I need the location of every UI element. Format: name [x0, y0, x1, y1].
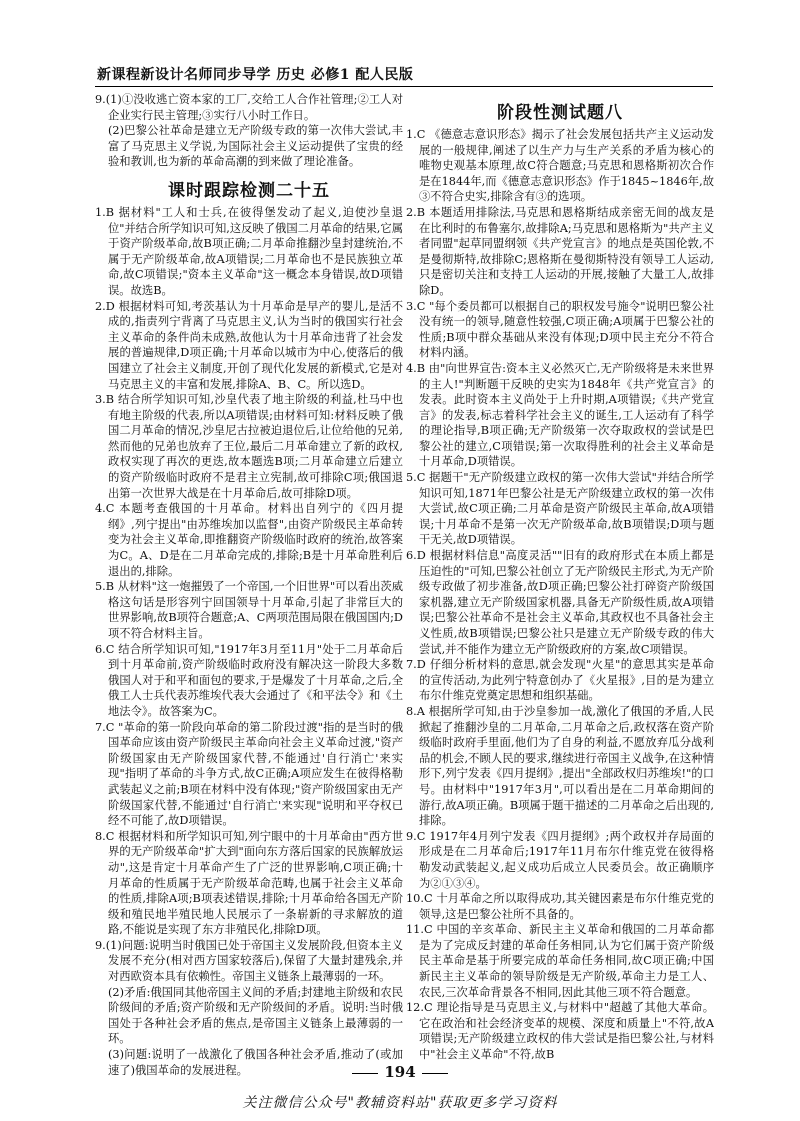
- header-title: 新课程新设计名师同步导学 历史 必修1 配人民版: [97, 67, 414, 83]
- answer-item: 9.(1)问题:说明当时俄国已处于帝国主义发展阶段,但资本主义发展不充分(相对西方国家较落后),保留了大量封建残余,并对西欧资本具有依赖性。帝国主义链条上最薄弱的一环。: [95, 938, 403, 984]
- left-column: [95, 92, 403, 1117]
- page-number-dash-right: [422, 1073, 448, 1074]
- answer-item: 1.C 《德意志意识形态》揭示了社会发展包括共产主义运动发展的一般规律,阐述了以生产力与生产关系的矛盾为核心的唯物史观基本原理,故C符合题意;马克思和恩格斯初次合作是在1844年,而《德意志意识形态》作于1845~1846年,故③不符合史实,排除含有③的选项。: [406, 128, 714, 204]
- answer-item: 5.B 从材料"这一炮摧毁了一个帝国,一个旧世界"可以看出茨威格这句话是形容列宁回国领导十月革命,引起了非常巨大的世界影响,故B项符合题意;A、C两项范围局限在俄国国内;D项不符合材料主旨。: [95, 580, 403, 640]
- answer-item: 1.B 据材料"工人和士兵,在彼得堡发动了起义,迫使沙皇退位"并结合所学知识可知,这反映了俄国二月革命的结果,它属于资产阶级革命,故B项正确;二月革命推翻沙皇封建统治,不属于无产阶级革命,故A项错误;二月革命也不是民族独立革命,故C项错误;"资本主义革命"这一概念本身错误,故D项错误。故选B。: [95, 205, 403, 297]
- answer-item: (3)问题:说明了一战激化了俄国各种社会矛盾,推动了(或加速了)俄国革命的发展进程。: [108, 1048, 403, 1077]
- answer-item: 5.C 据题干"无产阶级建立政权的第一次伟大尝试"并结合所学知识可知,1871年巴黎公社是无产阶级建立政权的第一次伟大尝试,故C项正确;二月革命是资产阶级民主革命,故A项错误;十月革命不是第一次无产阶级革命,故B项错误;D项与题干无关,故D项错误。: [406, 471, 714, 547]
- answer-item: 4.C 本题考查俄国的十月革命。材料出自列宁的《四月提纲》,列宁提出"由苏维埃加以监督",由资产阶级民主革命转变为社会主义革命,即推翻资产阶级临时政府的统治,故答案为C。A、D是在二月革命完成的,排除;B是十月革命胜利后退出的,排除。: [95, 502, 403, 578]
- answer-item: 9.(1)①没收逃亡资本家的工厂,交给工人合作社管理;②工人对企业实行民主管理;③实行八小时工作日。: [95, 93, 403, 122]
- header-divider: [95, 86, 713, 87]
- left-section-title: 课时跟踪检测二十五: [168, 180, 330, 201]
- answer-item: 3.C "每个委员都可以根据自己的职权发号施令"说明巴黎公社没有统一的领导,随意性较强,C项正确;A项属于巴黎公社的性质;B项中群众基础从来没有体现;D项中民主充分不符合材料内涵。: [406, 299, 714, 360]
- page-number-row: [0, 1063, 800, 1081]
- answer-item: 12.C 理论指导是马克思主义,与材料中"超越了其他大革命。它在政治和社会经济变革的规模、深度和质量上"不符,故A项错误;无产阶级建立政权的伟大尝试是指巴黎公社,与材料中"社会主义革命"不符,故B: [406, 1001, 714, 1062]
- answer-item: 3.B 结合所学知识可知,沙皇代表了地主阶级的利益,杜马中也有地主阶级的代表,所以A项错误;由材料可知:材料反映了俄国二月革命的情况,沙皇尼古拉被迫退位后,让位给他的兄弟,然而他的兄弟也放弃了王位,最后二月革命建立了新的政权,政权实现了再次的更迭,故本题选B项;二月革命建立后建立的资产阶级临时政府不是君主立宪制,故可排除C项;俄国退出第一次世界大战是在十月革命后,故可排除D项。: [95, 393, 403, 500]
- answer-item: 11.C 中国的辛亥革命、新民主主义革命和俄国的二月革命都是为了完成反封建的革命任务相同,认为它们属于资产阶级民主革命是基于所要完成的革命任务相同,故C项正确;中国新民主主义革命的领导阶级是无产阶级,革命主力是工人、农民,三次革命背景各不相同,因此其他三项不符合题意。: [406, 923, 714, 999]
- left-answers: [95, 205, 403, 1078]
- answer-item: 7.C "革命的第一阶段向革命的第二阶段过渡"指的是当时的俄国革命应该由资产阶级民主革命向社会主义革命过渡,"资产阶级国家由无产阶级国家代替,不能通过'自行消亡'来实现"指明了革命的斗争方式,故C正确;A项应发生在彼得格勒武装起义之前;B项在材料中没有体现;"资产阶级国家由无产阶级国家代替,不能通过'自行消亡'来实现"说明和平夺权已经不可能了,故D项错误。: [95, 720, 403, 828]
- answer-item: 4.B 由"向世界宣告:资本主义必然灭亡,无产阶级将是未来世界的主人!"判断题干反映的史实为1848年《共产党宣言》的发表。此时资本主义尚处于上升时期,A项错误;《共产党宣言》的发表,标志着科学社会主义的诞生,工人运动有了科学的理论指导,B项正确;无产阶级第一次夺取政权的尝试是巴黎公社的建立,C项错误;第一次取得胜利的社会主义革命是十月革命,D项错误。: [406, 361, 714, 469]
- left-top-answers: [95, 92, 403, 170]
- page-number-dash-left: [352, 1073, 378, 1074]
- answer-item: 10.C 十月革命之所以取得成功,其关键因素是布尔什维克党的领导,这是巴黎公社所不具备的。: [406, 892, 714, 921]
- right-answers: [406, 127, 714, 1063]
- answer-item: 8.C 根据材料和所学知识可知,列宁眼中的十月革命由"西方世界的无产阶级革命"扩大到"面向东方落后国家的民族解放运动",这是肯定十月革命产生了广泛的世界影响,C项正确;十月革命的性质属于无产阶级革命范畴,也属于社会主义革命的性质,排除A项;B项表述错误,排除;十月革命给各国无产阶级和殖民地半殖民地人民展示了一条崭新的寻求解放的道路,不能说是实现了东方非殖民化,排除D项。: [95, 829, 403, 937]
- answer-item: 8.A 根据所学可知,由于沙皇参加一战,激化了俄国的矛盾,人民掀起了推翻沙皇的二月革命,二月革命之后,政权落在资产阶级临时政府手里面,他们为了自身的利益,不愿放弃瓜分战利品的机会,不顾人民的要求,继续进行帝国主义战争,在这种情形下,列宁发表《四月提纲》,提出"全部政权归苏维埃!"的口号。由材料中"1917年3月",可以看出是在二月革命期间的游行,故A项正确。B项属于题干描述的二月革命之后出现的,排除。: [406, 704, 714, 828]
- answer-item: (2)矛盾:俄国同其他帝国主义间的矛盾;封建地主阶级和农民阶级间的矛盾;资产阶级和无产阶级间的矛盾。说明:当时俄国处于各种社会矛盾的焦点,是帝国主义链条上最薄弱的一环。: [108, 985, 403, 1046]
- answer-item: 6.C 结合所学知识可知,"1917年3月至11月"处于二月革命后到十月革命前,资产阶级临时政府没有解决这一阶段大多数俄国人对于和平和面包的要求,于是爆发了十月革命,之后,全俄工人士兵代表苏维埃代表大会通过了《和平法令》和《土地法令》。故答案为C。: [95, 642, 403, 718]
- answer-item: 2.D 根据材料可知,考茨基认为十月革命是早产的婴儿,是活不成的,指责列宁背离了马克思主义,认为当时的俄国实行社会主义革命的条件尚未成熟,故他认为十月革命违背了社会发展的普遍规律,D项正确;十月革命以城市为中心,使落后的俄国建立了社会主义制度,开创了现代化发展的新模式,它是对马克思主义的丰富和发展,排除A、B、C。所以选D。: [95, 299, 403, 391]
- right-column: [406, 92, 714, 1117]
- answer-item: 6.D 根据材料信息"高度灵活""旧有的政府形式在本质上都是压迫性的"可知,巴黎公社创立了无产阶级民主形式,为无产阶级专政做了初步准备,故D项正确;巴黎公社打碎资产阶级国家机器,建立无产阶级国家机器,具备无产阶级性质,故A项错误;巴黎公社革命不是社会主义革命,其政权也不具备社会主义性质,故B项错误;巴黎公社只是建立无产阶级专政的伟大尝试,并不能作为建立无产阶级政府的方案,故C项错误。: [406, 549, 714, 656]
- right-section-title: 阶段性测试题八: [497, 103, 623, 123]
- answer-item: (2)巴黎公社革命是建立无产阶级专政的第一次伟大尝试,丰富了马克思主义学说,为国际社会主义运动提供了宝贵的经验和教训,也为新的革命高潮的到来做了理论准备。: [108, 124, 403, 169]
- footer-note: 关注微信公众号"教辅资料站"获取更多学习资料: [242, 1095, 558, 1111]
- answer-item: 2.B 本题适用排除法,马克思和恩格斯结成亲密无间的战友是在比利时的布鲁塞尔,故排除A;马克思和恩格斯为"共产主义者同盟"起草同盟纲领《共产党宣言》的地点是英国伦敦,不是曼彻斯特,故排除C;恩格斯在曼彻斯特没有领导工人运动,只是密切关注和支持工人运动的开展,接触了大量工人,故排除D。: [406, 205, 714, 297]
- answer-item: 9.C 1917年4月列宁发表《四月提纲》;两个政权并存局面的形成是在二月革命后;1917年11月布尔什维克党在彼得格勒发动武装起义,起义成功后成立人民委员会。故正确顺序为②①③④。: [406, 829, 714, 890]
- page-number: 194: [384, 1063, 416, 1081]
- answer-item: 7.D 仔细分析材料的意思,就会发现"火星"的意思其实是革命的宣传活动,为此列宁特意创办了《火星报》,目的是为建立布尔什维克党奠定思想和组织基础。: [406, 658, 714, 703]
